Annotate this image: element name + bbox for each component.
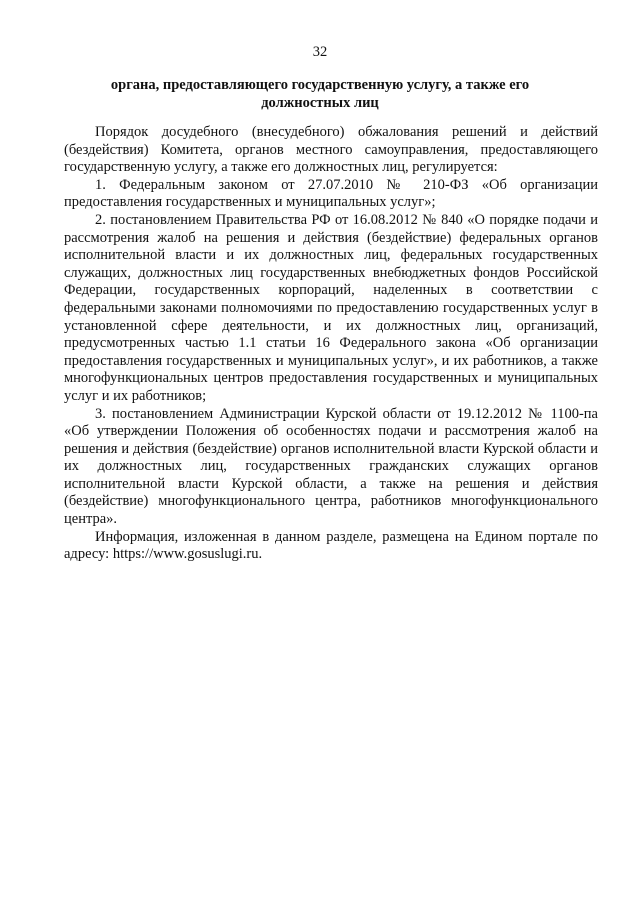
intro-paragraph: Порядок досудебного (внесудебного) обжалования решений и действий (бездействия) Комитета, органов местного самоуправления, предоставляющего государственную услугу, а также его должностных лиц, регулируется:: [64, 124, 598, 176]
section-heading: [90, 76, 550, 112]
list-item-government-resolution: 2. постановлением Правительства РФ от 16.08.2012 № 840 «О порядке подачи и рассмотрения жалоб на решения и действия (бездействие) федеральных органов исполнительной власти и их должностных лиц, федеральных государственных служащих, должностных лиц государственных внебюджетных фондов Российской Федерации, государственных корпораций, наделенных в соответствии с федеральными законами полномочиями по предоставлению государственных услуг в установленной сфере деятельности, и их должностных лиц, организаций, предусмотренных частью 1.1 статьи 16 Федерального закона «Об организации предоставления государственных и муниципальных услуг», и их работников, а также многофункциональных центров предоставления государственных и муниципальных услуг и их работников;: [64, 211, 598, 404]
heading-line-2: должностных лиц: [261, 95, 379, 111]
page-number: 32: [312, 44, 328, 60]
list-item-regional-resolution: 3. постановлением Администрации Курской области от 19.12.2012 № 1100-па «Об утверждении Положения об особенностях подачи и рассмотрения жалоб на решения и действия (бездействие) органов исполнительной власти Курской области и их должностных лиц, государственных гражданских служащих органов исполнительной власти Курской области, а также на решения и действия (бездействие) многофункционального центра, работников многофункционального центра».: [64, 405, 598, 528]
body-text: [64, 124, 598, 564]
list-item-federal-law: 1. Федеральным законом от 27.07.2010 № 210-ФЗ «Об организации предоставления государственных и муниципальных услуг»;: [64, 176, 598, 211]
heading-line-1: органа, предоставляющего государственную услугу, а также его: [110, 77, 530, 93]
info-paragraph: Информация, изложенная в данном разделе, размещена на Едином портале по адресу: https://www.gosuslugi.ru.: [64, 528, 598, 563]
